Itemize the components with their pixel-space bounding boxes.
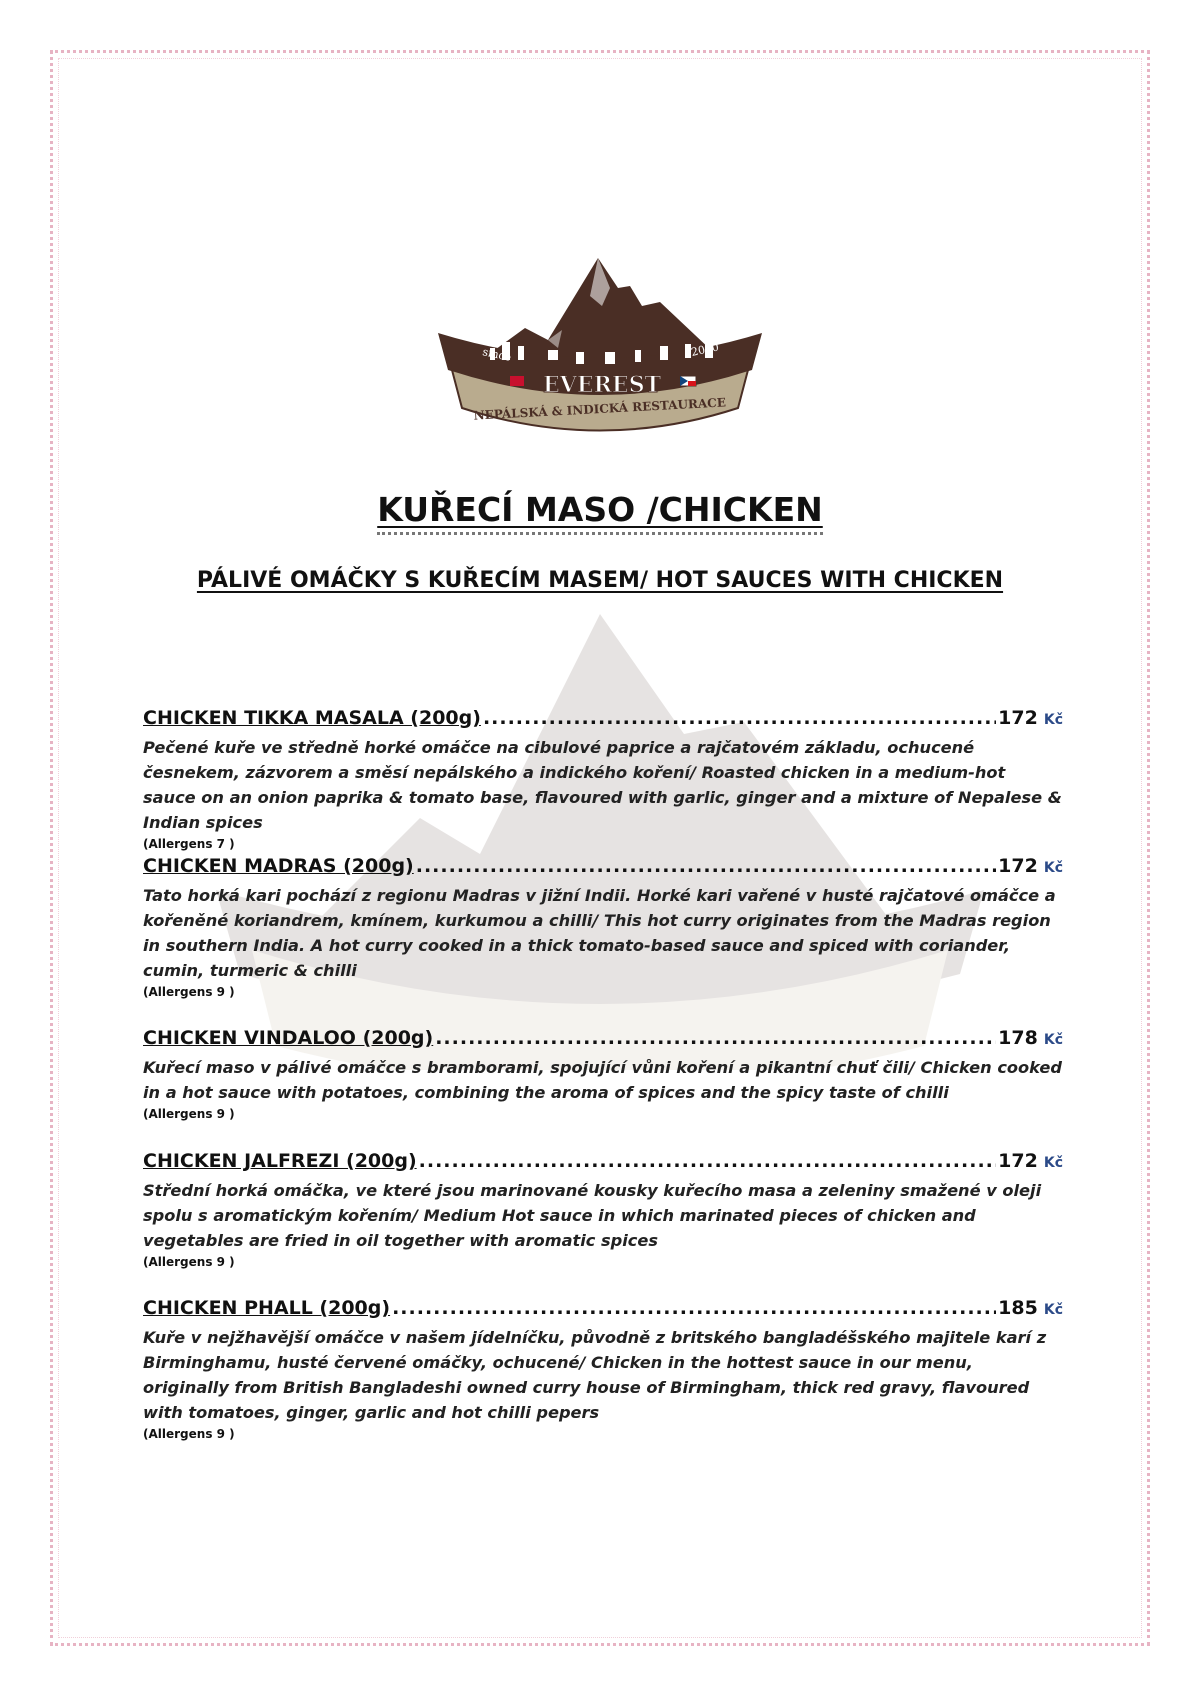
item-name: CHICKEN PHALL (200g) (143, 1297, 391, 1319)
item-description: Střední horká omáčka, ve které jsou marinované kousky kuřecího masa a zeleniny smažené v oleji spolu s aromatickým kořením/ Medium Hot sauce in which marinated pieces of chicken and vegetables are fried in oil together with aromatic spices (143, 1181, 1042, 1250)
item-price: 178 (998, 1027, 1038, 1049)
item-name: CHICKEN JALFREZI (200g) (143, 1150, 417, 1172)
everest-logo (430, 258, 770, 458)
item-currency: Kč (1043, 860, 1063, 876)
menu-item (143, 1150, 1063, 1271)
section-subtitle: PÁLIVÉ OMÁČKY S KUŘECÍM MASEM/ HOT SAUCES WITH CHICKEN (196, 568, 1004, 593)
dot-leader (419, 1150, 997, 1172)
item-currency: Kč (1043, 712, 1063, 728)
item-name: CHICKEN TIKKA MASALA (200g) (143, 707, 481, 729)
logo-name: EVEREST (543, 372, 661, 398)
item-allergens: (Allergens 9 ) (143, 1107, 235, 1121)
page-title: KUŘECÍ MASO /CHICKEN (0, 490, 1200, 529)
logo-since: since (481, 345, 513, 364)
dot-leader (392, 1297, 996, 1319)
item-description: Pečené kuře ve středně horké omáčce na cibulové paprice a rajčatovém základu, ochucené česnekem, zázvorem a směsí nepálského a indického koření/ Roasted chicken in a medium-hot sauce on an onion paprika & tomato base, flavoured with garlic, ginger and a mixture of Nepalese & Indian spices (143, 738, 1062, 832)
logo-year: 2010 (689, 340, 721, 359)
item-description: Kuřecí maso v pálivé omáčce s bramborami, spojující vůni koření a pikantní chuť čili/ Chicken cooked in a hot sauce with potatoes, combining the aroma of spices and the spicy taste of chilli (143, 1058, 1062, 1102)
menu-item (143, 707, 1063, 853)
item-currency: Kč (1043, 1302, 1063, 1318)
item-description: Tato horká kari pochází z regionu Madras v jižní Indii. Horké kari vařené v husté rajčatové omáčce a kořeněné koriandrem, kmínem, kurkumou a chilli/ This hot curry originates from the Madras region in southern India. A hot curry cooked in a thick tomato-based sauce and spiced with coriander, cumin, turmeric & chilli (143, 886, 1056, 980)
menu-item (143, 1297, 1063, 1443)
menu-item (143, 855, 1063, 1001)
item-allergens: (Allergens 7 ) (143, 837, 235, 851)
logo-tagline: NEPÁLSKÁ & INDICKÁ RESTAURACE (473, 395, 727, 423)
item-price: 185 (998, 1297, 1038, 1319)
item-price: 172 (998, 1150, 1038, 1172)
dot-leader (435, 1027, 996, 1049)
item-price: 172 (998, 855, 1038, 877)
dot-leader (416, 855, 996, 877)
item-name: CHICKEN VINDALOO (200g) (143, 1027, 434, 1049)
item-currency: Kč (1043, 1032, 1063, 1048)
item-currency: Kč (1043, 1155, 1063, 1171)
dot-leader (483, 707, 996, 729)
item-allergens: (Allergens 9 ) (143, 985, 235, 999)
item-description: Kuře v nejžhavější omáčce v našem jídelníčku, původně z britského bangladéšského majitele karí z Birminghamu, husté červené omáčky, ochucené/ Chicken in the hottest sauce in our menu, originally from British Bangladeshi owned curry house of Birmingham, thick red gravy, flavoured with tomatoes, ginger, garlic and hot chilli pepers (143, 1328, 1047, 1422)
item-allergens: (Allergens 9 ) (143, 1255, 235, 1269)
item-name: CHICKEN MADRAS (200g) (143, 855, 414, 877)
menu-item (143, 1027, 1063, 1123)
item-allergens: (Allergens 9 ) (143, 1427, 235, 1441)
item-price: 172 (998, 707, 1038, 729)
